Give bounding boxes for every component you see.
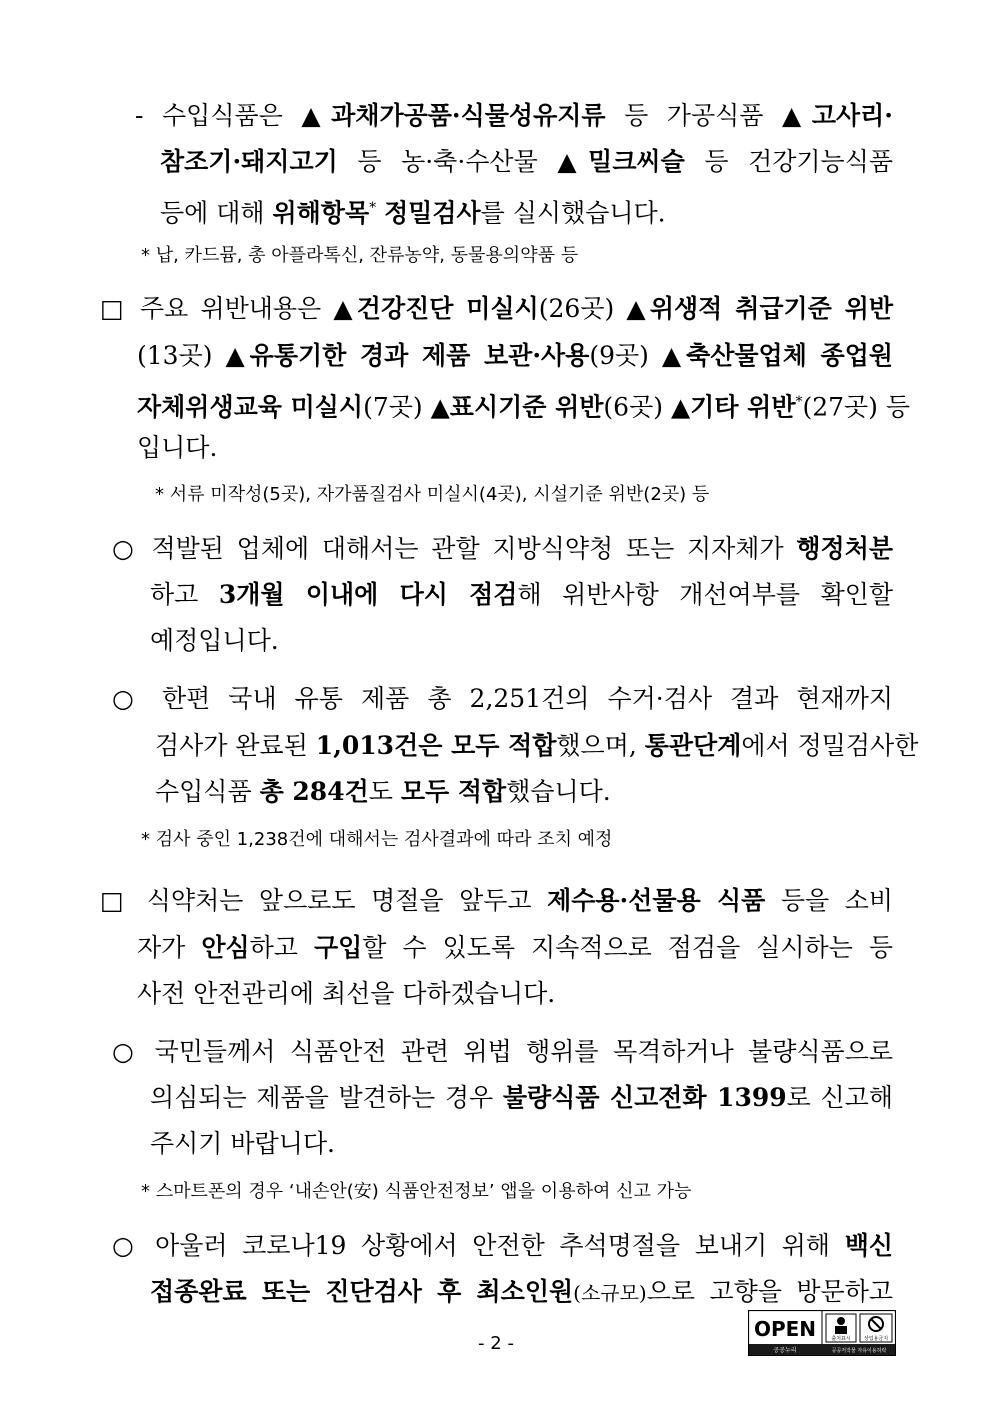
para2-line2: (13곳) ▲유통기한 경과 제품 보관·사용(9곳) ▲축산물업체 종업원 xyxy=(137,341,894,370)
ogl-badge1-text: 출처표시 xyxy=(831,1336,851,1342)
para3-line3: 예정입니다. xyxy=(150,626,279,655)
para4-line1: ○ 한편 국내 유통 제품 총 2,251건의 수거·검사 결과 현재까지 xyxy=(112,684,893,713)
para4-footnote: * 검사 중인 1,238건에 대해서는 검사결과에 따라 조치 예정 xyxy=(141,829,613,850)
ogl-badge-icon xyxy=(748,1310,896,1356)
ogl-badge2-text: 상업용금지 xyxy=(863,1336,889,1342)
para4-line2: 검사가 완료된 1,013건은 모두 적합했으며, 통관단계에서 정밀검사한 xyxy=(155,731,919,760)
para2-line1: □ 주요 위반내용은 ▲건강진단 미실시(26곳) ▲위생적 취급기준 위반 xyxy=(100,294,894,323)
page-number: - 2 - xyxy=(478,1333,514,1354)
open-license-logo xyxy=(748,1310,896,1356)
para5-line2: 자가 안심하고 구입할 수 있도록 지속적으로 점검을 실시하는 등 xyxy=(137,933,893,962)
para6-line2: 의심되는 제품을 발견하는 경우 불량식품 신고전화 1399로 신고해 xyxy=(150,1083,893,1112)
para1-line2: 참조기·돼지고기 등 농·축·수산물 ▲밀크씨슬 등 건강기능식품 xyxy=(160,147,893,176)
para3-line2: 하고 3개월 이내에 다시 점검해 위반사항 개선여부를 확인할 xyxy=(150,580,894,609)
para2-footnote: * 서류 미작성(5곳), 자가품질검사 미실시(4곳), 시설기준 위반(2곳) 등 xyxy=(155,484,710,505)
para7-line2: 접종완료 또는 진단검사 후 최소인원(소규모)으로 고향을 방문하고 xyxy=(150,1277,893,1306)
para6-line1: ○ 국민들께서 식품안전 관련 위법 행위를 목격하거나 불량식품으로 xyxy=(112,1037,893,1066)
para5-line3: 사전 안전관리에 최선을 다하겠습니다. xyxy=(137,979,556,1008)
ogl-sub-right: 공공저작물 자유이용허락 xyxy=(831,1348,887,1354)
para3-line1: ○ 적발된 업체에 대해서는 관할 지방식약청 또는 지자체가 행정처분 xyxy=(112,534,893,563)
ogl-main-text: OPEN xyxy=(753,1317,817,1341)
para6-footnote: * 스마트폰의 경우 ‘내손안(安) 식품안전정보’ 앱을 이용하여 신고 가능 xyxy=(141,1181,692,1202)
para1-line1: - 수입식품은 ▲과채가공품·식물성유지류 등 가공식품 ▲고사리· xyxy=(135,101,893,130)
para2-line4: 입니다. xyxy=(137,433,218,462)
para4-line3: 수입식품 총 284건도 모두 적합했습니다. xyxy=(155,777,611,806)
para1-line3: 등에 대해 위해항목* 정밀검사를 실시했습니다. xyxy=(160,198,666,228)
para6-line3: 주시기 바랍니다. xyxy=(150,1129,335,1158)
para7-line1: ○ 아울러 코로나19 상황에서 안전한 추석명절을 보내기 위해 백신 xyxy=(112,1231,893,1260)
para1-footnote: * 납, 카드뮴, 총 아플라톡신, 잔류농약, 동물용의약품 등 xyxy=(141,245,579,266)
para5-line1: □ 식약처는 앞으로도 명절을 앞두고 제수용·선물용 식품 등을 소비 xyxy=(100,886,893,915)
ogl-sub-left: 공공누리 xyxy=(773,1347,797,1354)
para2-line3: 자체위생교육 미실시(7곳) ▲표시기준 위반(6곳) ▲기타 위반*(27곳) 등 xyxy=(137,392,911,422)
